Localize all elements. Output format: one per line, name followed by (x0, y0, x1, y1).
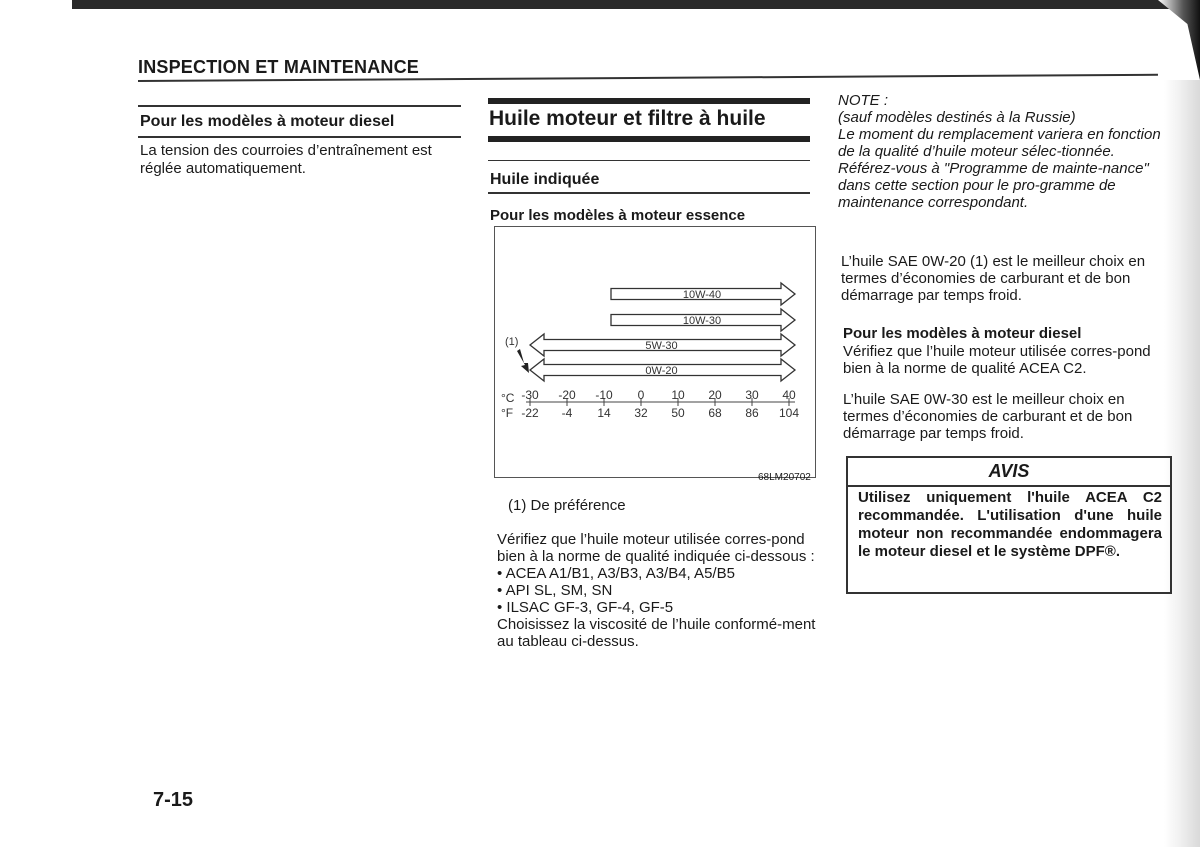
oil-spec-body (497, 531, 823, 650)
celsius-tick-label: 30 (745, 388, 759, 402)
note-ref: Référez-vous à "Programme de mainte-nance" dans cette section pour le pro-gramme de maintenance correspondant. (838, 160, 1149, 211)
col1-top-rule (138, 105, 461, 107)
celsius-tick-label: -20 (558, 388, 576, 402)
page-number: 7-15 (153, 789, 194, 811)
viscosity-label: 10W-40 (682, 289, 722, 301)
celsius-tick-label: 10 (671, 388, 685, 402)
fahrenheit-tick-label: 32 (634, 406, 648, 420)
note-block (838, 92, 1163, 211)
page-curl-shadow (1158, 0, 1200, 80)
spec-list (497, 565, 823, 616)
celsius-tick-label: -10 (595, 388, 613, 402)
celsius-tick-label: 40 (782, 388, 796, 402)
viscosity-chart-svg (495, 227, 815, 477)
viscosity-label: 5W-30 (645, 340, 678, 352)
col1-heading: Pour les modèles à moteur diesel (140, 113, 395, 130)
petrol-oil-recommendation: L’huile SAE 0W-20 (1) est le meilleur choix en termes d’économies de carburant et de bon démarrage par temps froid. (841, 253, 1146, 304)
title-bottom-bar (488, 136, 810, 142)
celsius-unit-label: °C (501, 391, 515, 405)
col1-bottom-rule (138, 136, 461, 138)
fahrenheit-tick-label: 68 (708, 406, 722, 420)
warning-title: AVIS (848, 458, 1170, 487)
subtitle: Huile indiquée (490, 171, 600, 188)
body-intro: Vérifiez que l’huile moteur utilisée corres-pond bien à la norme de qualité indiquée ci-dessous : (497, 531, 815, 565)
note-label: NOTE : (838, 92, 889, 109)
viscosity-chart (494, 226, 816, 478)
diesel-heading: Pour les modèles à moteur diesel (843, 325, 1082, 342)
col1-text: La tension des courroies d’entraînement est réglée automatiquement. (140, 142, 432, 177)
chart-code: 68LM20702 (758, 472, 811, 483)
main-title: Huile moteur et filtre à huile (489, 107, 766, 130)
fahrenheit-tick-label: 50 (671, 406, 685, 420)
spec-item: • ACEA A1/B1, A3/B3, A3/B4, A5/B5 (497, 565, 823, 582)
body-end: Choisissez la viscosité de l’huile conformé-ment au tableau ci-dessus. (497, 616, 816, 650)
chart-caption: (1) De préférence (508, 497, 626, 514)
fahrenheit-unit-label: °F (501, 406, 514, 420)
preferred-marker-label: (1) (505, 336, 519, 348)
fahrenheit-tick-label: 104 (778, 406, 800, 420)
fahrenheit-tick-label: 14 (597, 406, 611, 420)
fahrenheit-tick-label: -22 (521, 406, 539, 420)
warning-box (846, 456, 1172, 594)
celsius-tick-label: -30 (521, 388, 539, 402)
note-sub: (sauf modèles destinés à la Russie) (838, 109, 1076, 126)
diesel-oil-recommendation: L’huile SAE 0W-30 est le meilleur choix en termes d’économies de carburant et de bon démarrage par temps froid. (843, 391, 1133, 442)
note-text: Le moment du remplacement variera en fonction de la qualité d’huile moteur sélec-tionnée. (838, 126, 1161, 160)
section-title: INSPECTION ET MAINTENANCE (138, 57, 420, 77)
diesel-spec: Vérifiez que l’huile moteur utilisée corres-pond bien à la norme de qualité ACEA C2. (843, 343, 1151, 377)
petrol-heading: Pour les modèles à moteur essence (490, 207, 746, 224)
celsius-tick-label: 20 (708, 388, 722, 402)
spec-item: • ILSAC GF-3, GF-4, GF-5 (497, 599, 823, 616)
viscosity-label: 10W-30 (682, 315, 722, 327)
fahrenheit-tick-label: -4 (561, 406, 573, 420)
title-top-bar (488, 98, 810, 104)
warning-text: Utilisez uniquement l'huile ACEA C2 recommandée. L'utilisation d'une huile moteur non recommandée endommagera le moteur diesel et le système DPF®. (858, 489, 1162, 560)
top-border (72, 0, 1182, 9)
viscosity-label: 0W-20 (645, 365, 678, 377)
preferred-arrow-icon (517, 349, 529, 373)
celsius-tick-label: 0 (637, 388, 645, 402)
subtitle-top-rule (488, 160, 810, 161)
subtitle-bottom-rule (488, 192, 810, 194)
fahrenheit-tick-label: 86 (745, 406, 759, 420)
spec-item: • API SL, SM, SN (497, 582, 823, 599)
